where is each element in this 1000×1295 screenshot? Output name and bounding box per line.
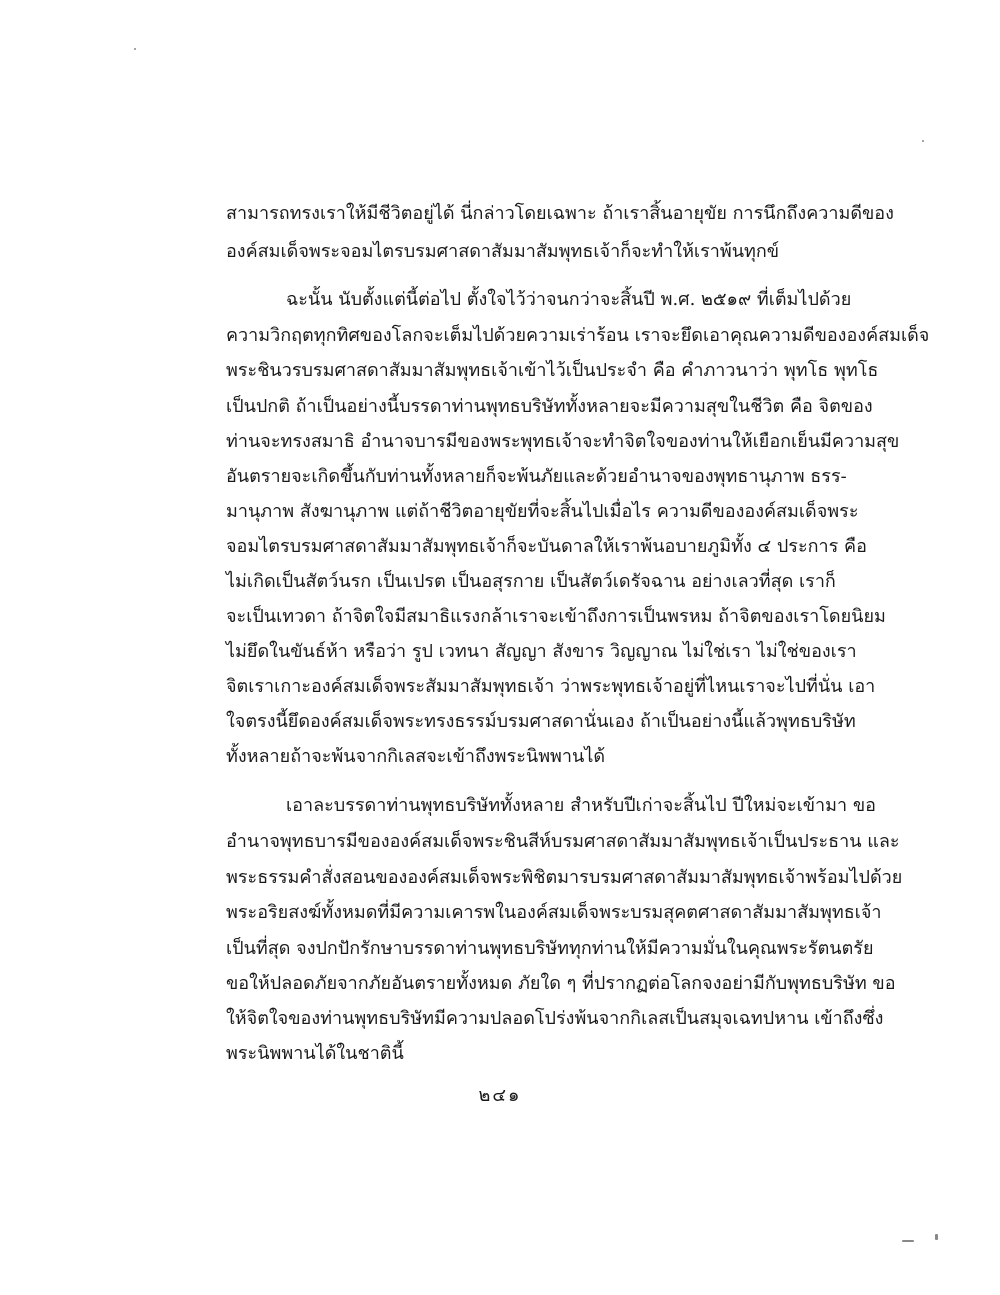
text-line: พระนิพพานได้ในชาตินี้ [226,1043,404,1064]
text-line: ไม่ยึดในขันธ์ห้า หรือว่า รูป เวทนา สัญญา สังขาร วิญญาณ ไม่ใช่เรา ไม่ใช่ของเรา [226,641,857,662]
text-line: เอาละบรรดาท่านพุทธบริษัททั้งหลาย สำหรับปีเก่าจะสิ้นไป ปีใหม่จะเข้ามา ขอ [286,795,876,816]
scan-speck [935,1234,938,1240]
text-line: สามารถทรงเราให้มีชีวิตอยู่ได้ นี่กล่าวโดยเฉพาะ ถ้าเราสิ้นอายุขัย การนึกถึงความดีของ [226,203,894,224]
scan-speck [134,48,136,50]
text-line: ความวิกฤตทุกทิศของโลกจะเต็มไปด้วยความเร่าร้อน เราจะยึดเอาคุณความดีขององค์สมเด็จ [226,325,930,346]
text-line: จอมไตรบรมศาสดาสัมมาสัมพุทธเจ้าก็จะบันดาลให้เราพ้นอบายภูมิทั้ง ๔ ประการ คือ [226,536,867,557]
text-line: ฉะนั้น นับตั้งแต่นี้ต่อไป ตั้งใจไว้ว่าจนกว่าจะสิ้นปี พ.ศ. ๒๕๑๙ ที่เต็มไปด้วย [286,289,852,310]
text-line: ใจตรงนี้ยึดองค์สมเด็จพระทรงธรรม์บรมศาสดานั่นเอง ถ้าเป็นอย่างนี้แล้วพุทธบริษัท [226,711,856,732]
text-line: พระธรรมคำสั่งสอนขององค์สมเด็จพระพิชิตมารบรมศาสดาสัมมาสัมพุทธเจ้าพร้อมไปด้วย [226,867,903,888]
text-line: จะเป็นเทวดา ถ้าจิตใจมีสมาธิแรงกล้าเราจะเข้าถึงการเป็นพรหม ถ้าจิตของเราโดยนิยม [226,606,886,627]
text-line: พระอริยสงฆ์ทั้งหมดที่มีความเคารพในองค์สมเด็จพระบรมสุคตศาสดาสัมมาสัมพุทธเจ้า [226,902,882,923]
text-line: ให้จิตใจของท่านพุทธบริษัทมีความปลอดโปร่งพ้นจากกิเลสเป็นสมุจเฉทปหาน เข้าถึงซึ่ง [226,1008,884,1029]
page-number: ๒๔๑ [478,1085,522,1106]
text-line: ขอให้ปลอดภัยจากภัยอันตรายทั้งหมด ภัยใด ๆ ที่ปรากฏต่อโลกจงอย่ามีกับพุทธบริษัท ขอ [226,973,896,994]
text-line: ท่านจะทรงสมาธิ อำนาจบารมีของพระพุทธเจ้าจะทำจิตใจของท่านให้เยือกเย็นมีความสุข [226,431,900,452]
text-line: ไม่เกิดเป็นสัตว์นรก เป็นเปรต เป็นอสุรกาย เป็นสัตว์เดรัจฉาน อย่างเลวที่สุด เราก็ [226,571,836,592]
text-line: จิตเราเกาะองค์สมเด็จพระสัมมาสัมพุทธเจ้า ว่าพระพุทธเจ้าอยู่ที่ไหนเราจะไปที่นั่น เอา [226,676,876,697]
scan-speck [902,1240,914,1242]
text-line: มานุภาพ สังฆานุภาพ แต่ถ้าชีวิตอายุขัยที่จะสิ้นไปเมื่อไร ความดีขององค์สมเด็จพระ [226,501,859,522]
text-line: องค์สมเด็จพระจอมไตรบรมศาสดาสัมมาสัมพุทธเจ้าก็จะทำให้เราพ้นทุกข์ [226,241,780,262]
text-line: อันตรายจะเกิดขึ้นกับท่านทั้งหลายก็จะพ้นภัยและด้วยอำนาจของพุทธานุภาพ ธรร- [226,466,847,487]
text-line: เป็นปกติ ถ้าเป็นอย่างนี้บรรดาท่านพุทธบริษัททั้งหลายจะมีความสุขในชีวิต คือ จิตของ [226,396,873,417]
text-line: ทั้งหลายถ้าจะพ้นจากกิเลสจะเข้าถึงพระนิพพานได้ [226,746,606,767]
text-line: อำนาจพุทธบารมีขององค์สมเด็จพระชินสีห์บรมศาสดาสัมมาสัมพุทธเจ้าเป็นประธาน และ [226,831,900,852]
scan-speck [922,140,924,142]
text-line: พระชินวรบรมศาสดาสัมมาสัมพุทธเจ้าเข้าไว้เป็นประจำ คือ คำภาวนาว่า พุทโธ พุทโธ [226,360,879,381]
text-line: เป็นที่สุด จงปกปักรักษาบรรดาท่านพุทธบริษัททุกท่านให้มีความมั่นในคุณพระรัตนตรัย [226,938,874,959]
